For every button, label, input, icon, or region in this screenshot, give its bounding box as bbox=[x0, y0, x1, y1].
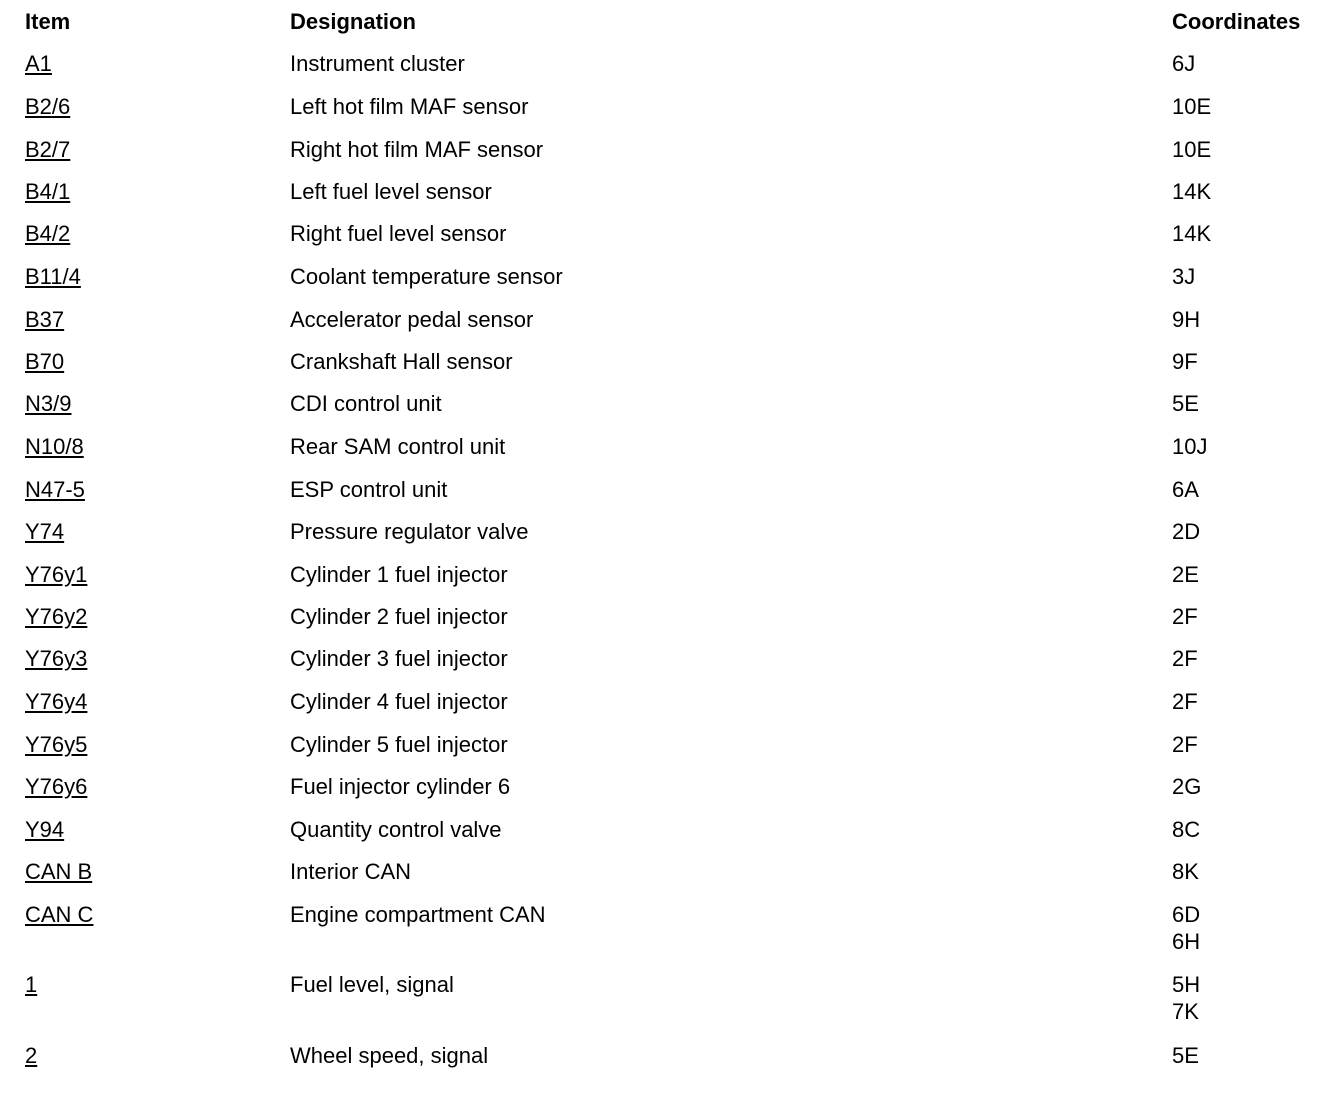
item-link[interactable]: N47-5 bbox=[25, 477, 85, 502]
coordinate-value: 8C bbox=[1172, 817, 1201, 842]
coordinates-cell bbox=[1172, 645, 1198, 672]
item-column-header: Item bbox=[25, 9, 71, 34]
designation-cell: Coolant temperature sensor bbox=[290, 264, 563, 289]
designation-cell: Cylinder 5 fuel injector bbox=[290, 732, 508, 757]
designation-cell: Accelerator pedal sensor bbox=[290, 307, 534, 332]
designation-cell: Left fuel level sensor bbox=[290, 179, 492, 204]
designation-cell: Cylinder 1 fuel injector bbox=[290, 562, 508, 587]
item-link[interactable]: B2/6 bbox=[25, 94, 71, 119]
item-link[interactable]: Y74 bbox=[25, 519, 65, 544]
coordinate-value: 9H bbox=[1172, 307, 1201, 332]
coordinate-value: 9F bbox=[1172, 349, 1198, 374]
designation-cell: Cylinder 3 fuel injector bbox=[290, 646, 508, 671]
coordinates-cell bbox=[1172, 561, 1199, 588]
coordinate-value: 2D bbox=[1172, 519, 1201, 544]
coordinate-value: 5E bbox=[1172, 391, 1199, 416]
coordinate-value: 2F bbox=[1172, 732, 1198, 757]
coordinate-value: 5E bbox=[1172, 1043, 1199, 1068]
coordinates-cell bbox=[1172, 50, 1195, 77]
coordinates-cell bbox=[1172, 1042, 1199, 1069]
item-link[interactable]: Y76y6 bbox=[25, 774, 88, 799]
coordinates-column-header: Coordinates bbox=[1172, 9, 1301, 34]
coordinates-cell bbox=[1172, 136, 1211, 163]
designation-cell: Fuel level, signal bbox=[290, 972, 454, 997]
designation-cell: Engine compartment CAN bbox=[290, 902, 546, 927]
coordinate-value: 14K bbox=[1172, 221, 1212, 246]
coordinate-value: 10J bbox=[1172, 434, 1208, 459]
designation-cell: Fuel injector cylinder 6 bbox=[290, 774, 511, 799]
coordinate-value: 6H bbox=[1172, 929, 1201, 954]
coordinates-cell bbox=[1172, 220, 1211, 247]
coordinate-value: 10E bbox=[1172, 94, 1212, 119]
item-link[interactable]: Y76y4 bbox=[25, 689, 88, 714]
coordinates-cell bbox=[1172, 971, 1200, 1025]
designation-cell: Right fuel level sensor bbox=[290, 221, 507, 246]
item-link[interactable]: B4/1 bbox=[25, 179, 71, 204]
item-link[interactable]: A1 bbox=[25, 51, 52, 76]
coordinate-value: 14K bbox=[1172, 179, 1212, 204]
coordinate-value: 3J bbox=[1172, 264, 1196, 289]
coordinates-cell bbox=[1172, 901, 1200, 955]
item-link[interactable]: Y94 bbox=[25, 817, 65, 842]
coordinate-value: 2F bbox=[1172, 646, 1198, 671]
item-link[interactable]: B11/4 bbox=[25, 264, 81, 289]
item-link[interactable]: Y76y5 bbox=[25, 732, 88, 757]
designation-cell: Pressure regulator valve bbox=[290, 519, 529, 544]
item-link[interactable]: B37 bbox=[25, 307, 65, 332]
coordinate-value: 2E bbox=[1172, 562, 1199, 587]
coordinates-cell bbox=[1172, 263, 1195, 290]
item-link[interactable]: Y76y2 bbox=[25, 604, 88, 629]
coordinates-cell bbox=[1172, 731, 1198, 758]
coordinate-value: 2G bbox=[1172, 774, 1202, 799]
coordinate-value: 6J bbox=[1172, 51, 1196, 76]
coordinates-cell bbox=[1172, 93, 1211, 120]
item-link[interactable]: B4/2 bbox=[25, 221, 71, 246]
coordinates-cell bbox=[1172, 816, 1200, 843]
coordinates-cell bbox=[1172, 178, 1211, 205]
designation-cell: Instrument cluster bbox=[290, 51, 465, 76]
item-link[interactable]: N10/8 bbox=[25, 434, 84, 459]
item-link[interactable]: B70 bbox=[25, 349, 65, 374]
table-header bbox=[0, 6, 1344, 38]
item-link[interactable]: B2/7 bbox=[25, 137, 71, 162]
coordinates-cell bbox=[1172, 476, 1199, 503]
designation-cell: Cylinder 2 fuel injector bbox=[290, 604, 508, 629]
designation-column-header: Designation bbox=[290, 9, 416, 34]
coordinates-cell bbox=[1172, 306, 1200, 333]
designation-cell: Crankshaft Hall sensor bbox=[290, 349, 513, 374]
coordinate-value: 7K bbox=[1172, 999, 1199, 1024]
coordinate-value: 2F bbox=[1172, 689, 1198, 714]
designation-cell: Wheel speed, signal bbox=[290, 1043, 489, 1068]
designation-cell: ESP control unit bbox=[290, 477, 448, 502]
designation-cell: Right hot film MAF sensor bbox=[290, 137, 544, 162]
item-link[interactable]: 1 bbox=[25, 972, 38, 997]
coordinate-value: 6D bbox=[1172, 902, 1201, 927]
coordinate-value: 2F bbox=[1172, 604, 1198, 629]
item-link[interactable]: CAN C bbox=[25, 902, 94, 927]
coordinates-cell bbox=[1172, 858, 1199, 885]
coordinates-cell bbox=[1172, 433, 1207, 460]
coordinate-value: 6A bbox=[1172, 477, 1199, 502]
coordinate-value: 8K bbox=[1172, 859, 1199, 884]
designation-cell: Rear SAM control unit bbox=[290, 434, 506, 459]
item-link[interactable]: Y76y3 bbox=[25, 646, 88, 671]
item-link[interactable]: 2 bbox=[25, 1043, 38, 1068]
coordinates-cell bbox=[1172, 390, 1199, 417]
item-link[interactable]: Y76y1 bbox=[25, 562, 88, 587]
coordinates-cell bbox=[1172, 518, 1200, 545]
item-link[interactable]: CAN B bbox=[25, 859, 93, 884]
coordinate-value: 5H bbox=[1172, 972, 1201, 997]
coordinates-cell bbox=[1172, 688, 1198, 715]
designation-cell: Left hot film MAF sensor bbox=[290, 94, 529, 119]
designation-cell: Cylinder 4 fuel injector bbox=[290, 689, 508, 714]
coordinates-cell bbox=[1172, 773, 1201, 800]
designation-cell: CDI control unit bbox=[290, 391, 442, 416]
coordinates-cell bbox=[1172, 603, 1198, 630]
designation-cell: Quantity control valve bbox=[290, 817, 502, 842]
coordinates-cell bbox=[1172, 348, 1198, 375]
item-link[interactable]: N3/9 bbox=[25, 391, 72, 416]
coordinate-value: 10E bbox=[1172, 137, 1212, 162]
designation-cell: Interior CAN bbox=[290, 859, 412, 884]
